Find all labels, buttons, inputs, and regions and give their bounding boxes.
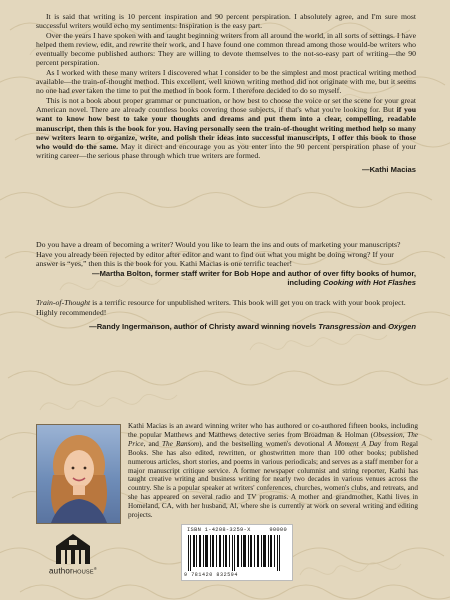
intro-paragraph-1: It is said that writing is 10 percent inspiration and 90 percent perspiration. I absolutely agree, and I'm sure most successful writers would echo my sentiments: Inspiration is the easy part. — [36, 12, 416, 31]
bio-text-4: from Regal Books. She has also edited, rewritten, or ghostwritten more than 100 other books; published numerous articles, short stories, and poems in various periodicals; and serves as a staff member for a major manuscript critique service. A former newspaper columnist and string reporter, Kathi has taught creative writing and business writing for nearly two decades in various venues across the country. She is a popular speaker at writers' conferences, churches, women's clubs, and retreats, and she has appeared on several radio and TV programs. A mother and grandmother, Kathi lives in Homeland, CA, with her husband, Al, where she is currently at work on several writing and editing projects. — [128, 439, 418, 520]
testimonial-2-quote-text: is a terrific resource for unpublished writers. This book will get you on track with your book project. Highly recommended! — [36, 297, 406, 317]
bio-series-titles: Obsession, The Price, — [128, 430, 418, 448]
intro-p4-text-a: This is not a book about proper grammar or punctuation, or how best to choose the voice or set the scene for your great American novel. There are already countless books covering those subjects, if that's what you're looking for. But — [36, 95, 416, 114]
testimonial-2-book-title: Train-of-Thought — [36, 297, 91, 307]
house-icon — [38, 530, 108, 566]
ean-digits: 9 781420 832594 — [184, 572, 239, 578]
testimonial-2-title-1: Transgression — [318, 322, 371, 332]
testimonial-1-attr-prefix: including — [287, 278, 324, 288]
barcode-bars — [186, 535, 288, 571]
intro-p4-text-b: May it direct and encourage you as you enter into the 90 percent perspiration phase of your writing career—the serious phase through which true writers are formed. — [36, 142, 417, 161]
testimonial-1-attribution-line2 — [36, 278, 416, 288]
testimonial-2-quote — [36, 298, 416, 317]
testimonial-1-book-title: Cooking with Hot Flashes — [323, 278, 416, 288]
bio-text-3: ), and the bestselling women's devotional — [199, 439, 328, 448]
testimonial-2-title-2: Oxygen — [388, 322, 416, 332]
testimonial-2-attr-mid: and — [370, 322, 389, 332]
author-bio — [128, 422, 418, 520]
intro-paragraph-4 — [36, 96, 416, 161]
publisher-name: authorHOUSE® — [49, 566, 97, 576]
testimonial-1-quote: Do you have a dream of becoming a writer? Would you like to learn the ins and outs of marketing your manuscripts? Have you already been rejected by editor after editor and want to find out what you might be doing wrong? If your answer is “yes,” then this is the book for you. Kathi Macias is one terrific teacher! — [36, 240, 401, 269]
author-introduction — [36, 12, 416, 174]
bio-text-1: Kathi Macias is an award winning writer who has authored or co-authored fifteen books, including the popular Matthews and Matthews detective series from Broadman & Holman ( — [128, 422, 418, 439]
price-code: 90000 — [269, 527, 287, 533]
bio-title-devotional: A Moment A Day — [327, 439, 381, 448]
testimonials — [36, 240, 416, 332]
bio-title-ransom: The Ransom — [162, 439, 200, 448]
bio-text-2: and — [145, 439, 163, 448]
intro-p4-bold-text: if you want to know how best to take your thoughts and dreams and put them into a clear, compelling, readable manuscript, then this is the book for you. Having personally seen the train-of-thought writing method help so many new writers learn to organize, write, and polish their ideas into successful manuscripts, I offer this book to those who would do the same. — [36, 104, 416, 152]
testimonial-2-attr-prefix: —Randy Ingermanson, author of Christy award winning novels — [89, 322, 319, 332]
isbn-barcode — [181, 524, 293, 581]
testimonial-1-attribution-line1: —Martha Bolton, former staff writer for Bob Hope and author of over fifty books of humor, — [91, 268, 416, 278]
isbn-number: ISBN 1-4208-3259-X 90000 — [187, 527, 287, 533]
intro-signature: —Kathi Macias — [361, 164, 416, 174]
author-photo — [36, 424, 121, 524]
testimonial-2-attribution — [36, 322, 416, 332]
intro-paragraph-3: As I worked with these many writers I discovered what I consider to be the simplest and most practical writing method available—the train-of-thought method. This excellent, well known writing method did not originate with me, but it seems no one had ever taken the time to put the method in book form. I therefore decided to do so myself. — [36, 67, 416, 96]
intro-paragraph-2: Over the years I have spoken with and taught beginning writers from all around the world, in all sorts of settings. I have helped them review, edit, and rewrite their work, and I have found one common thread among those would-be writers who eventually become published authors: They are willing to devote themselves to the not-so-easy part of writing—the 90 percent perspiration. — [36, 30, 416, 68]
publisher-logo — [38, 530, 108, 580]
